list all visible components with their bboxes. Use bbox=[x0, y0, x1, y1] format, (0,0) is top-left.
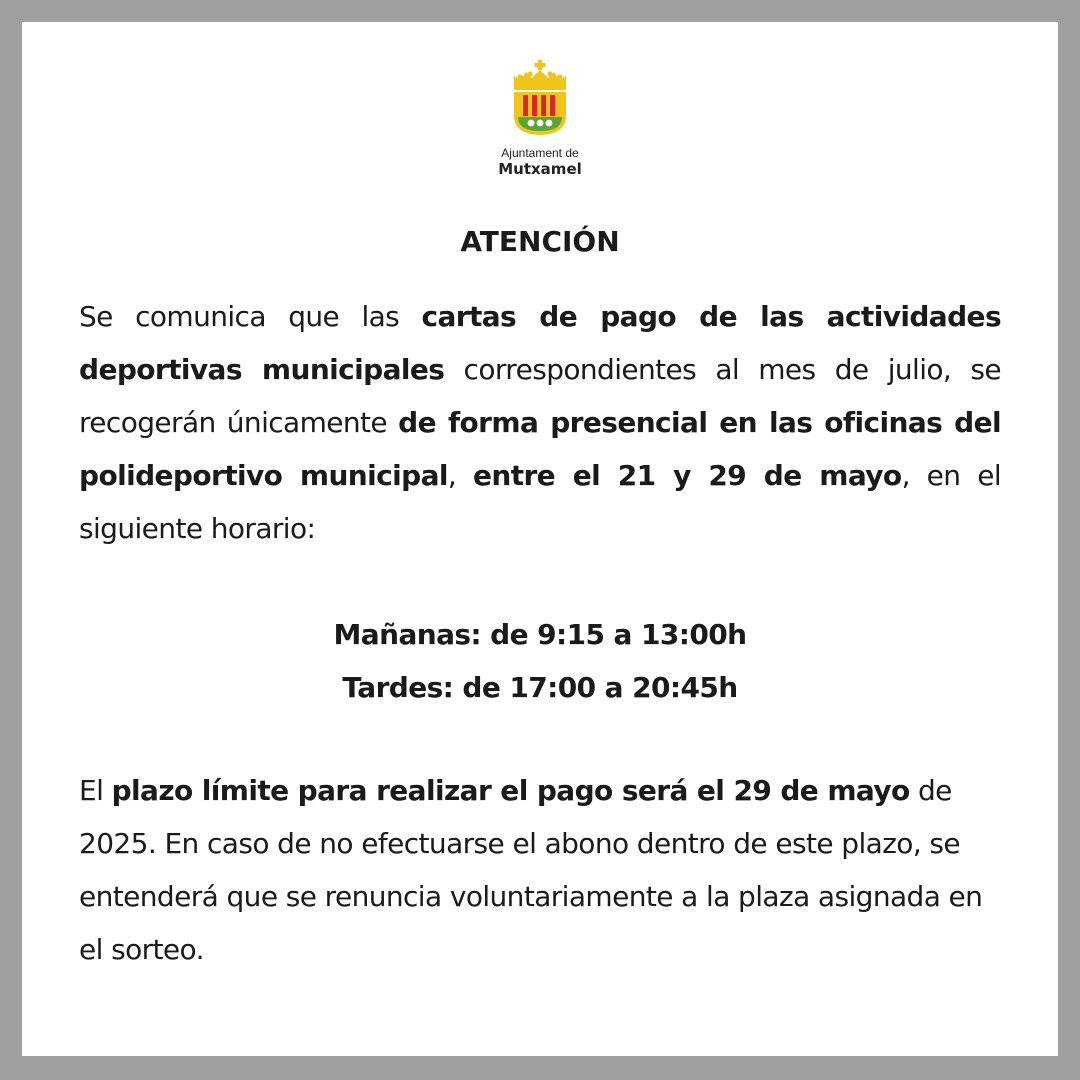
coat-of-arms-icon bbox=[510, 60, 570, 136]
notice-paragraph-2 bbox=[79, 764, 1001, 976]
p1-text-2: correspondientes al mes de julio, se recogerán únicamente bbox=[79, 353, 1001, 439]
p1-text-3: , bbox=[447, 459, 473, 492]
p1-text-4: , en el siguiente horario: bbox=[79, 459, 1002, 545]
logo-title: Mutxamel bbox=[498, 160, 582, 178]
p1-text-1: Se comunica que las bbox=[79, 300, 422, 333]
p2-text-1: El bbox=[79, 774, 112, 807]
p2-text-2: de 2025. En caso de no efectuarse el abono dentro de este plazo, se entenderá que se renuncia voluntariamente a la plaza asignada en el sorteo. bbox=[79, 774, 983, 966]
notice-paragraph-1 bbox=[79, 290, 1001, 555]
logo-subtitle: Ajuntament de bbox=[501, 146, 579, 160]
notice-title: ATENCIÓN bbox=[460, 225, 620, 258]
p1-bold-1: cartas de pago de las actividades deportivas municipales bbox=[79, 300, 1002, 386]
p2-bold-1: plazo límite para realizar el pago será el 29 de mayo bbox=[111, 774, 910, 807]
notice-card bbox=[22, 22, 1058, 1056]
p1-bold-3: entre el 21 y 29 de mayo bbox=[472, 459, 902, 492]
p1-bold-2: de forma presencial en las oficinas del polideportivo municipal bbox=[79, 406, 1001, 492]
municipal-logo bbox=[22, 60, 1058, 178]
schedule-morning: Mañanas: de 9:15 a 13:00h bbox=[333, 618, 747, 651]
schedule bbox=[22, 608, 1058, 714]
schedule-afternoon: Tardes: de 17:00 a 20:45h bbox=[342, 671, 738, 704]
